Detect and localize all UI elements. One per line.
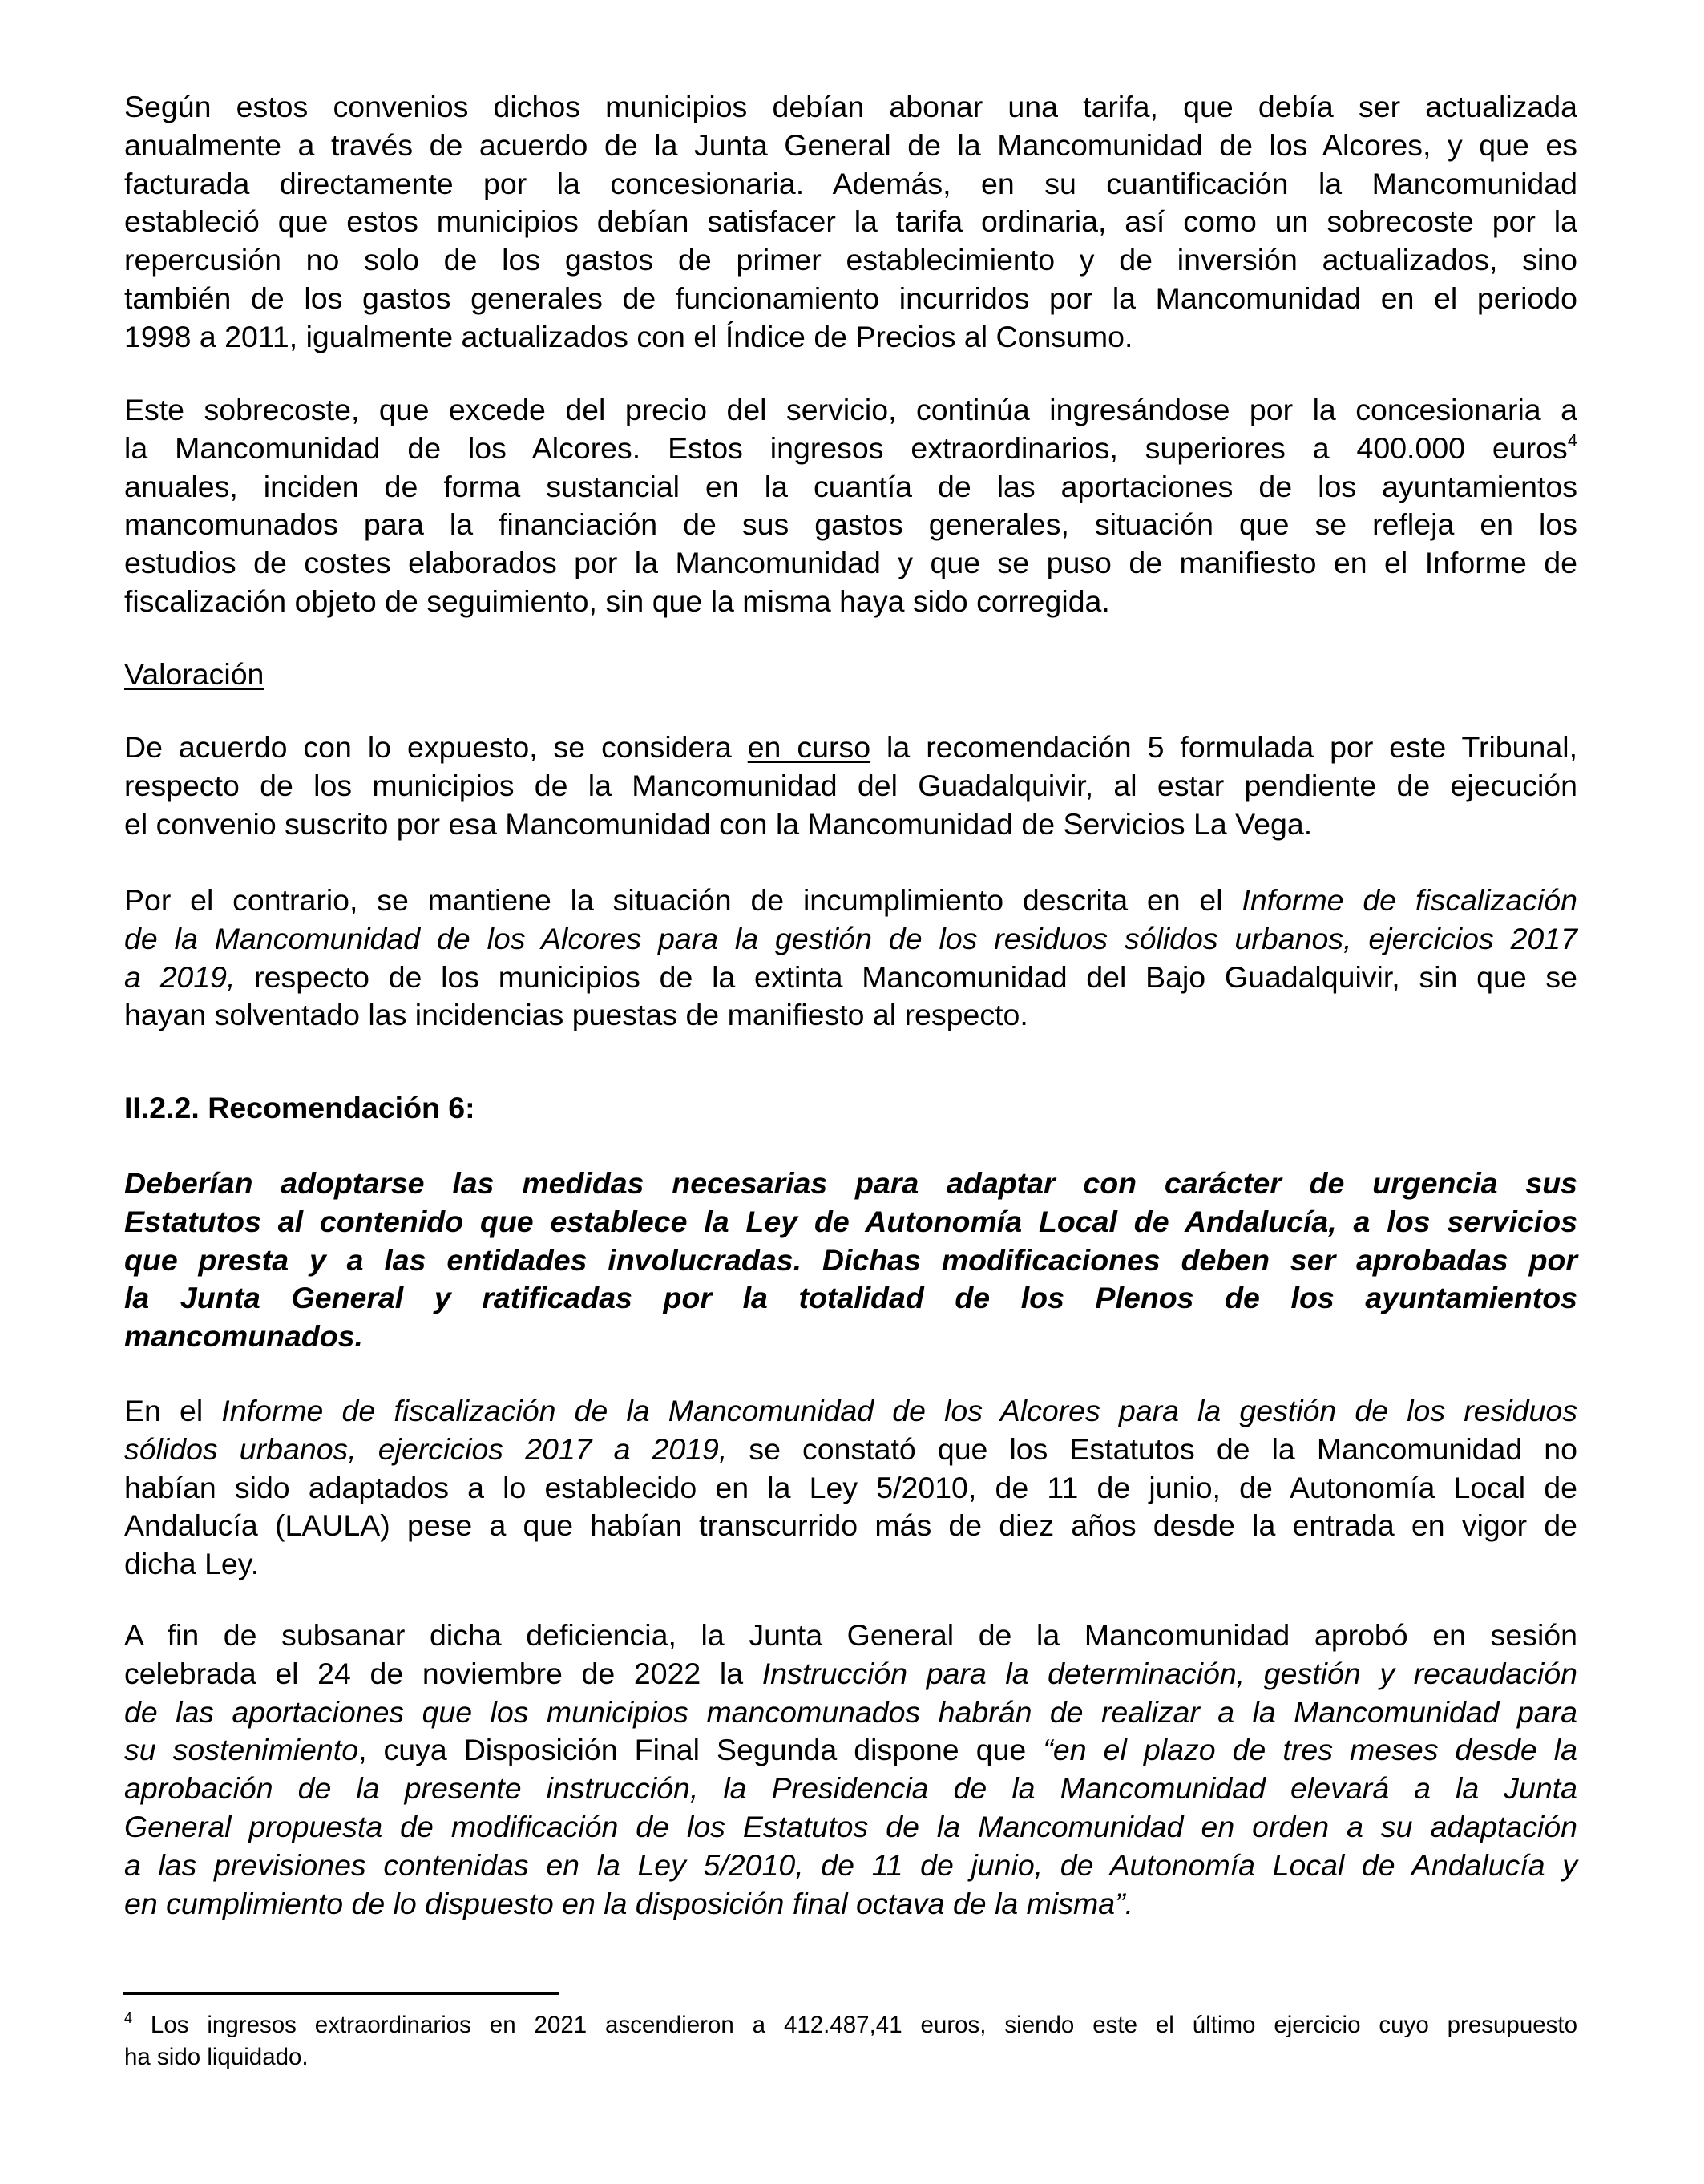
text-segment: De acuerdo con lo expuesto, se considera <box>124 730 748 764</box>
text-line <box>124 656 1577 694</box>
text-line <box>124 88 1577 127</box>
paragraph-sobrecoste <box>124 391 1577 621</box>
italic-text: Informe de fiscalización <box>1242 883 1577 917</box>
text-line <box>124 127 1577 165</box>
text-line <box>124 391 1577 430</box>
text-line <box>124 506 1577 544</box>
text-line <box>124 1770 1577 1808</box>
text-line <box>124 1089 1577 1128</box>
italic-text: de la Mancomunidad de los Alcores para la gestión de los residuos sólidos urbanos, ejercicios 2017 <box>124 921 1577 955</box>
italic-text: a 2019, <box>124 959 236 994</box>
text-line <box>124 430 1577 468</box>
recommendation-text <box>124 1165 1577 1356</box>
section-label-valoracion <box>124 656 1577 694</box>
paragraph-instruccion-2022 <box>124 1617 1577 1923</box>
text-line <box>124 241 1577 280</box>
paragraph-convenios-tarifa <box>124 88 1577 357</box>
footnote-line <box>124 2009 1577 2041</box>
text-line <box>124 1847 1577 1885</box>
text-segment: Según estos convenios dichos municipios debían abonar una tarifa, que debía ser actualizada <box>124 90 1577 123</box>
italic-text: Instrucción para la determinación, gestión y recaudación <box>761 1656 1578 1690</box>
text-line <box>124 544 1577 583</box>
text-segment: estudios de costes elaborados por la Mancomunidad y que se puso de manifiesto en el Informe de <box>124 546 1577 580</box>
text-segment: Por el contrario, se mantiene la situación de incumplimiento descrita en el <box>124 883 1242 917</box>
text-line <box>124 1545 1577 1584</box>
italic-text: la Junta General y ratificadas por la totalidad de los Plenos de los ayuntamientos <box>124 1281 1577 1315</box>
text-line <box>124 1808 1577 1847</box>
text-line <box>124 767 1577 805</box>
italic-text: en cumplimiento de lo dispuesto en la disposición final octava de la misma”. <box>124 1886 1133 1920</box>
text-line <box>124 318 1577 357</box>
text-segment: respecto de los municipios de la Mancomunidad del Guadalquivir, al estar pendiente de ejecución <box>124 768 1577 802</box>
text-segment: la recomendación 5 formulada por este Tribunal, <box>870 730 1577 764</box>
paragraph-estatutos-no-adaptados <box>124 1392 1577 1584</box>
italic-text: “en el plazo de tres meses desde la <box>1043 1733 1577 1767</box>
text-segment: respecto de los municipios de la extinta Mancomunidad del Bajo Guadalquivir, sin que se <box>235 959 1577 994</box>
text-segment: el convenio suscrito por esa Mancomunidad con la Mancomunidad de Servicios La Vega. <box>124 806 1313 841</box>
text-line <box>124 920 1577 959</box>
italic-text: Informe de fiscalización de la Mancomunidad de los Alcores para la gestión de los residuos <box>221 1394 1577 1427</box>
text-segment: también de los gastos generales de funcionamiento incurridos por la Mancomunidad en el periodo <box>124 281 1577 315</box>
text-segment: , cuya Disposición Final Segunda dispone que <box>358 1733 1044 1767</box>
text-line <box>124 468 1577 507</box>
text-line <box>124 805 1577 844</box>
text-line <box>124 1731 1577 1770</box>
text-segment: 1998 a 2011, igualmente actualizados con el Índice de Precios al Consumo. <box>124 319 1133 353</box>
text-segment: mancomunados para la financiación de sus gastos generales, situación que se refleja en los <box>124 507 1577 542</box>
paragraph-valoracion-en-curso <box>124 729 1577 843</box>
text-line <box>124 996 1577 1035</box>
text-line <box>124 1655 1577 1694</box>
text-line <box>124 1392 1577 1431</box>
text-line <box>124 1165 1577 1203</box>
text-line <box>124 1431 1577 1469</box>
italic-text: Deberían adoptarse las medidas necesarias para adaptar con carácter de urgencia sus <box>124 1166 1577 1200</box>
paragraph-incumplimiento <box>124 882 1577 1035</box>
text-segment: celebrada el 24 de noviembre de 2022 la <box>124 1656 762 1690</box>
text-segment: la Mancomunidad de los Alcores. Estos ingresos extraordinarios, superiores a 400.000 euros <box>124 430 1568 465</box>
italic-text: que presta y a las entidades involucradas. Dichas modificaciones deben ser aprobadas por <box>124 1242 1577 1277</box>
italic-text: General propuesta de modificación de los Estatutos de la Mancomunidad en orden a su adaptación <box>124 1809 1577 1843</box>
text-segment: anualmente a través de acuerdo de la Junta General de la Mancomunidad de los Alcores, y que es <box>124 127 1577 162</box>
text-segment: repercusión no solo de los gastos de primer establecimiento y de inversión actualizados, sino <box>124 243 1577 277</box>
text-line <box>124 729 1577 767</box>
text-line <box>124 203 1577 241</box>
text-line <box>124 1241 1577 1280</box>
footnote-4 <box>124 2009 1577 2073</box>
text-line <box>124 1694 1577 1732</box>
text-line <box>124 1507 1577 1545</box>
text-line <box>124 1203 1577 1241</box>
text-line <box>124 882 1577 920</box>
text-line <box>124 1617 1577 1655</box>
text-segment: anuales, inciden de forma sustancial en la cuantía de las aportaciones de los ayuntamientos <box>124 469 1577 503</box>
footnote-marker: 4 <box>124 2010 133 2026</box>
text-segment: II.2.2. Recomendación 6: <box>124 1091 475 1124</box>
text-segment: estableció que estos municipios debían satisfacer la tarifa ordinaria, así como un sobrecoste por la <box>124 204 1577 239</box>
text-segment: En el <box>124 1394 222 1427</box>
text-segment: A fin de subsanar dicha deficiencia, la Junta General de la Mancomunidad aprobó en sesión <box>124 1618 1577 1652</box>
footnote-separator <box>123 1992 559 1995</box>
text-segment: fiscalización objeto de seguimiento, sin que la misma haya sido corregida. <box>124 583 1110 618</box>
footnote-text: ha sido liquidado. <box>124 2044 309 2070</box>
text-line <box>124 1279 1577 1318</box>
text-segment: hayan solventado las incidencias puestas de manifiesto al respecto. <box>124 998 1028 1032</box>
text-line <box>124 280 1577 318</box>
text-segment: se constató que los Estatutos de la Mancomunidad no <box>727 1431 1577 1466</box>
text-segment: Andalucía (LAULA) pese a que habían transcurrido más de diez años desde la entrada en vigor de <box>124 1508 1577 1543</box>
text-segment: habían sido adaptados a lo establecido en la Ley 5/2010, de 11 de junio, de Autonomía Local de <box>124 1470 1577 1504</box>
text-segment: Este sobrecoste, que excede del precio del servicio, continúa ingresándose por la concesionaria a <box>124 393 1577 426</box>
text-line <box>124 1469 1577 1508</box>
footnote-text: Los ingresos extraordinarios en 2021 ascendieron a 412.487,41 euros, siendo este el último ejercicio cuyo presupuesto <box>150 2012 1577 2038</box>
italic-text: su sostenimiento <box>124 1733 359 1767</box>
footnote-line <box>124 2041 1577 2073</box>
italic-text: sólidos urbanos, ejercicios 2017 a 2019, <box>124 1431 728 1466</box>
text-line <box>124 583 1577 621</box>
italic-text: Estatutos al contenido que establece la Ley de Autonomía Local de Andalucía, a los servicios <box>124 1204 1577 1238</box>
text-line <box>124 1318 1577 1356</box>
text-line <box>124 1885 1577 1924</box>
text-segment: facturada directamente por la concesionaria. Además, en su cuantificación la Mancomunidad <box>124 166 1577 200</box>
italic-text: mancomunados. <box>124 1319 363 1354</box>
italic-text: a las previsiones contenidas en la Ley 5/2010, de 11 de junio, de Autonomía Local de Andalucía y <box>124 1847 1577 1882</box>
section-heading-recomendacion-6 <box>124 1089 1577 1128</box>
footnote-reference[interactable]: 4 <box>1567 430 1577 450</box>
underlined-text: en curso <box>747 730 871 764</box>
text-line <box>124 959 1577 997</box>
text-line <box>124 165 1577 204</box>
italic-text: de las aportaciones que los municipios mancomunados habrán de realizar a la Mancomunidad para <box>124 1694 1577 1729</box>
underlined-text: Valoración <box>124 657 264 691</box>
italic-text: aprobación de la presente instrucción, la Presidencia de la Mancomunidad elevará a la Junta <box>124 1771 1577 1806</box>
text-segment: dicha Ley. <box>124 1547 260 1581</box>
